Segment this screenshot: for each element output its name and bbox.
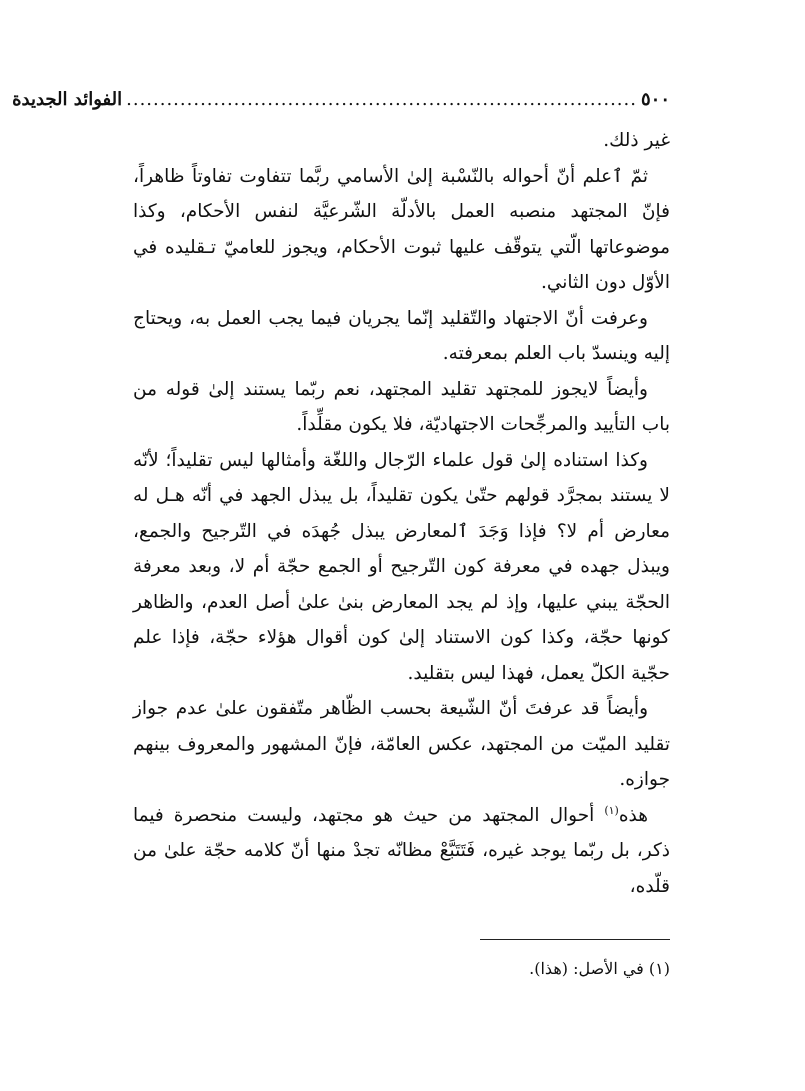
footnote: (١) في الأصل: (هذا). (529, 959, 670, 978)
book-title: الفوائد الجديدة (12, 88, 123, 110)
paragraph: وكذا استناده إلىٰ قول علماء الرّجال واللغّة وأمثالها ليس تقليداً؛ لأنّه لا يستند بمجرَّد قولهم حتّىٰ يكون تقليداً، بل يبذل الجهد في أنّه هـل له معارض أم لا؟ فإذا وَجَدَ ٱلمعارض يبذل جُهدَه في التّرجيح والجمع، ويبذل جهده في معرفة كون التّرجيح أو الجمع حجّة أم لا، وبعد معرفة الحجّة يبني عليها، وإذ لم يجد المعارض بنىٰ علىٰ أصل العدم، والظاهر كونها حجّة، وكذا كون الاستناد إلىٰ كون أقوال هؤلاء حجّة، فإذا علم حجّية الكلّ يعمل، فهذا ليس بتقليد. (133, 449, 670, 684)
paragraph: ثمّ ٱعلم أنّ أحواله بالنّسْبة إلىٰ الأسامي ربَّما تتفاوت تفاوتاً ظاهراً، فإنّ المجتهد منصبه العمل بالأدلّة الشّرعيَّة لنفس الأحكام، وكذا موضوعاتها الّتي يتوقّف عليها ثبوت الأحكام، ويجوز للعاميّ تـقليده في الأوّل دون الثاني. (133, 165, 670, 293)
paragraph: وأيضاً لايجوز للمجتهد تقليد المجتهد، نعم ربّما يستند إلىٰ قوله من باب التأييد والمرجِّحات الاجتهاديّة، فلا يكون مقلِّداً. (133, 378, 670, 435)
paragraph: غير ذلك. (603, 130, 670, 151)
footnote-reference[interactable]: (١) (604, 803, 619, 817)
paragraph: وأيضاً قد عرفتَ أنّ الشّيعة بحسب الظّاهر متّفقون علىٰ عدم جواز تقليد الميّت من المجتهد، عكس العامّة، فإنّ المشهور والمعروف بينهم جوازه. (133, 698, 670, 790)
paragraph-lead: هذه (618, 804, 648, 826)
body-text (133, 123, 670, 904)
paragraph: وعرفت أنّ الاجتهاد والتّقليد إنّما يجريان فيما يجب العمل به، ويحتاج إليه وينسدّ باب العلم بمعرفته. (133, 307, 670, 364)
paragraph-with-footnote (133, 798, 670, 905)
paragraph-rest: أحوال المجتهد من حيث هو مجتهد، وليست منحصرة فيما ذكر، بل ربّما يوجد غيره، فَتَتَبَّعْ مظانّه تجدْ منها أنّ كلامه حجّة علىٰ من قلّده، (133, 804, 670, 897)
header-leader-dots: ............................................................................ (126, 88, 637, 110)
running-header (12, 84, 670, 114)
page-number: ٥٠٠ (640, 88, 670, 110)
footnote-separator (480, 939, 670, 940)
